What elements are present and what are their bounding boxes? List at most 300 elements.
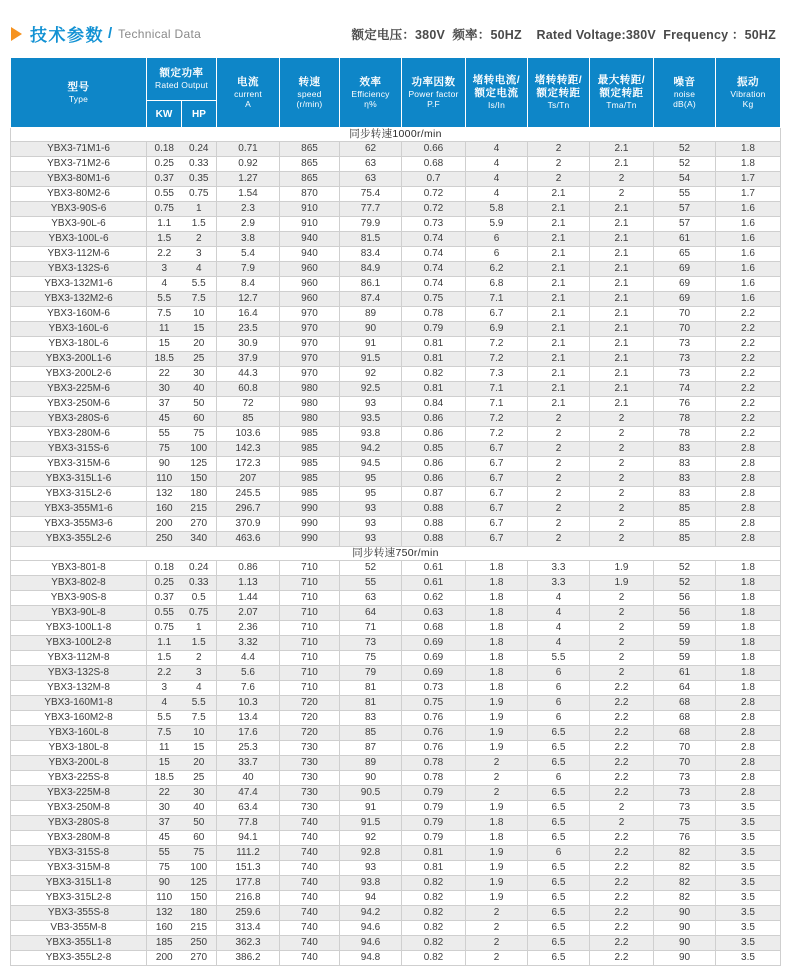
column-header-noise-label: noise [673, 88, 696, 99]
cell-speed: 710 [280, 621, 340, 636]
cell-hp: 25 [182, 771, 217, 786]
cell-power-factor: 0.81 [402, 337, 466, 352]
column-header-ts-tn-label: 堵转转距/ [534, 74, 583, 87]
cell-noise: 59 [654, 621, 716, 636]
cell-kw: 185 [147, 936, 182, 951]
cell-type: YBX3-132M-8 [11, 681, 147, 696]
column-header-rated-output-label: 额定功率 [159, 67, 204, 80]
cell-tma-tn: 2.1 [590, 322, 654, 337]
cell-ts-tn: 6.5 [528, 906, 590, 921]
column-header-noise-label: 噪音 [673, 75, 696, 88]
cell-is-in: 2 [466, 786, 528, 801]
cell-vibration: 3.5 [716, 861, 781, 876]
cell-tma-tn: 2 [590, 412, 654, 427]
cell-type: YBX3-132S-6 [11, 262, 147, 277]
cell-kw: 0.18 [147, 142, 182, 157]
cell-power-factor: 0.82 [402, 367, 466, 382]
cell-noise: 61 [654, 666, 716, 681]
table-row [11, 786, 781, 801]
cell-speed: 710 [280, 636, 340, 651]
cell-type: YBX3-250M-8 [11, 801, 147, 816]
column-header-efficiency-label: Efficiency [351, 88, 390, 99]
cell-current: 1.27 [217, 172, 280, 187]
cell-power-factor: 0.78 [402, 771, 466, 786]
cell-tma-tn: 2.1 [590, 397, 654, 412]
cell-hp: 7.5 [182, 292, 217, 307]
cell-vibration: 2.8 [716, 741, 781, 756]
cell-ts-tn: 4 [528, 621, 590, 636]
cell-speed: 990 [280, 517, 340, 532]
cell-ts-tn: 6.5 [528, 936, 590, 951]
cell-vibration: 1.6 [716, 202, 781, 217]
cell-noise: 69 [654, 262, 716, 277]
cell-power-factor: 0.79 [402, 801, 466, 816]
cell-hp: 0.33 [182, 157, 217, 172]
cell-speed: 730 [280, 786, 340, 801]
cell-power-factor: 0.69 [402, 651, 466, 666]
cell-efficiency: 89 [340, 307, 402, 322]
cell-efficiency: 55 [340, 576, 402, 591]
column-header-speed-label: (r/min) [296, 99, 323, 109]
cell-vibration: 2.8 [716, 786, 781, 801]
cell-vibration: 2.2 [716, 382, 781, 397]
cell-tma-tn: 2.2 [590, 726, 654, 741]
cell-is-in: 1.8 [466, 681, 528, 696]
cell-speed: 730 [280, 741, 340, 756]
cell-vibration: 1.8 [716, 651, 781, 666]
cell-vibration: 2.8 [716, 457, 781, 472]
cell-power-factor: 0.79 [402, 786, 466, 801]
cell-efficiency: 90.5 [340, 786, 402, 801]
cell-power-factor: 0.62 [402, 591, 466, 606]
cell-tma-tn: 2.1 [590, 247, 654, 262]
cell-efficiency: 62 [340, 142, 402, 157]
cell-efficiency: 81.5 [340, 232, 402, 247]
cell-kw: 160 [147, 921, 182, 936]
cell-tma-tn: 2.1 [590, 157, 654, 172]
cell-is-in: 7.1 [466, 292, 528, 307]
cell-efficiency: 94.8 [340, 951, 402, 966]
cell-tma-tn: 2.2 [590, 846, 654, 861]
cell-ts-tn: 6 [528, 696, 590, 711]
cell-is-in: 1.9 [466, 801, 528, 816]
table-row [11, 382, 781, 397]
cell-ts-tn: 2.1 [528, 382, 590, 397]
cell-tma-tn: 2 [590, 457, 654, 472]
cell-vibration: 2.2 [716, 337, 781, 352]
cell-hp: 270 [182, 517, 217, 532]
cell-efficiency: 63 [340, 591, 402, 606]
cell-type: YBX3-90S-6 [11, 202, 147, 217]
cell-type: YBX3-280M-6 [11, 427, 147, 442]
cell-vibration: 2.8 [716, 502, 781, 517]
cell-vibration: 3.5 [716, 951, 781, 966]
cell-power-factor: 0.61 [402, 561, 466, 576]
cell-noise: 73 [654, 352, 716, 367]
cell-hp: 150 [182, 891, 217, 906]
cell-hp: 0.33 [182, 576, 217, 591]
cell-current: 5.6 [217, 666, 280, 681]
column-header-noise [654, 58, 716, 128]
cell-kw: 37 [147, 397, 182, 412]
cell-tma-tn: 2.2 [590, 861, 654, 876]
cell-ts-tn: 2.1 [528, 247, 590, 262]
cell-is-in: 7.1 [466, 382, 528, 397]
page-title-en: Technical Data [118, 26, 202, 41]
column-header-power-factor-label: Power factor [408, 88, 459, 99]
cell-efficiency: 94.6 [340, 936, 402, 951]
cell-current: 1.44 [217, 591, 280, 606]
cell-noise: 59 [654, 636, 716, 651]
cell-efficiency: 92 [340, 831, 402, 846]
cell-hp: 340 [182, 532, 217, 547]
cell-noise: 70 [654, 307, 716, 322]
cell-noise: 82 [654, 876, 716, 891]
table-row [11, 412, 781, 427]
cell-is-in: 6.8 [466, 277, 528, 292]
cell-current: 5.4 [217, 247, 280, 262]
cell-ts-tn: 6 [528, 666, 590, 681]
cell-ts-tn: 6.5 [528, 921, 590, 936]
cell-noise: 52 [654, 576, 716, 591]
cell-vibration: 3.5 [716, 831, 781, 846]
cell-efficiency: 81 [340, 681, 402, 696]
cell-speed: 960 [280, 277, 340, 292]
cell-hp: 125 [182, 457, 217, 472]
cell-noise: 83 [654, 457, 716, 472]
cell-current: 23.5 [217, 322, 280, 337]
cell-ts-tn: 6.5 [528, 951, 590, 966]
cell-tma-tn: 2.2 [590, 786, 654, 801]
cell-ts-tn: 6.5 [528, 831, 590, 846]
cell-is-in: 6.7 [466, 517, 528, 532]
cell-hp: 100 [182, 442, 217, 457]
cell-is-in: 4 [466, 157, 528, 172]
cell-efficiency: 75 [340, 651, 402, 666]
cell-vibration: 1.8 [716, 142, 781, 157]
cell-is-in: 2 [466, 921, 528, 936]
cell-efficiency: 83.4 [340, 247, 402, 262]
cell-power-factor: 0.81 [402, 382, 466, 397]
cell-efficiency: 90 [340, 771, 402, 786]
table-row [11, 876, 781, 891]
cell-is-in: 1.9 [466, 711, 528, 726]
cell-ts-tn: 2.1 [528, 217, 590, 232]
cell-speed: 740 [280, 861, 340, 876]
cell-vibration: 1.8 [716, 576, 781, 591]
column-header-current-label: 电流 [237, 75, 259, 88]
cell-vibration: 1.8 [716, 621, 781, 636]
table-row [11, 636, 781, 651]
cell-power-factor: 0.86 [402, 427, 466, 442]
table-row [11, 472, 781, 487]
column-header-ts-tn-label: 额定转距 [536, 87, 581, 100]
cell-ts-tn: 2 [528, 457, 590, 472]
cell-hp: 180 [182, 487, 217, 502]
cell-power-factor: 0.68 [402, 157, 466, 172]
table-row [11, 217, 781, 232]
cell-ts-tn: 4 [528, 606, 590, 621]
cell-type: YBX3-355M3-6 [11, 517, 147, 532]
cell-power-factor: 0.82 [402, 951, 466, 966]
cell-efficiency: 92.5 [340, 382, 402, 397]
cell-type: YBX3-355L2-6 [11, 532, 147, 547]
cell-tma-tn: 1.9 [590, 576, 654, 591]
table-row [11, 561, 781, 576]
cell-speed: 740 [280, 921, 340, 936]
cell-hp: 270 [182, 951, 217, 966]
cell-is-in: 6.7 [466, 442, 528, 457]
cell-tma-tn: 2.1 [590, 202, 654, 217]
cell-noise: 73 [654, 771, 716, 786]
cell-speed: 970 [280, 322, 340, 337]
cell-noise: 56 [654, 606, 716, 621]
arrow-right-icon [11, 27, 22, 41]
cell-noise: 68 [654, 696, 716, 711]
cell-speed: 740 [280, 831, 340, 846]
cell-current: 370.9 [217, 517, 280, 532]
cell-kw: 2.2 [147, 666, 182, 681]
table-row [11, 681, 781, 696]
cell-hp: 75 [182, 846, 217, 861]
cell-vibration: 1.6 [716, 292, 781, 307]
cell-hp: 4 [182, 262, 217, 277]
cell-ts-tn: 2 [528, 472, 590, 487]
cell-is-in: 1.8 [466, 561, 528, 576]
cell-current: 13.4 [217, 711, 280, 726]
cell-speed: 870 [280, 187, 340, 202]
cell-speed: 980 [280, 412, 340, 427]
cell-vibration: 1.6 [716, 232, 781, 247]
table-row [11, 367, 781, 382]
table-row [11, 247, 781, 262]
cell-efficiency: 92 [340, 367, 402, 382]
cell-noise: 90 [654, 921, 716, 936]
table-row [11, 606, 781, 621]
cell-current: 25.3 [217, 741, 280, 756]
cell-speed: 720 [280, 726, 340, 741]
cell-kw: 55 [147, 846, 182, 861]
cell-type: YBX3-225M-8 [11, 786, 147, 801]
table-row [11, 921, 781, 936]
cell-ts-tn: 2 [528, 532, 590, 547]
cell-hp: 10 [182, 726, 217, 741]
cell-vibration: 3.5 [716, 801, 781, 816]
cell-power-factor: 0.81 [402, 352, 466, 367]
cell-ts-tn: 6.5 [528, 816, 590, 831]
cell-noise: 65 [654, 247, 716, 262]
column-header-is-in [466, 58, 528, 128]
column-header-vibration-label: 振动 [737, 75, 759, 88]
cell-noise: 56 [654, 591, 716, 606]
table-row [11, 831, 781, 846]
cell-speed: 720 [280, 711, 340, 726]
cell-tma-tn: 2 [590, 591, 654, 606]
cell-is-in: 4 [466, 142, 528, 157]
cell-ts-tn: 2 [528, 442, 590, 457]
cell-power-factor: 0.61 [402, 576, 466, 591]
cell-efficiency: 87 [340, 741, 402, 756]
table-row [11, 157, 781, 172]
table-row [11, 307, 781, 322]
cell-speed: 710 [280, 606, 340, 621]
cell-noise: 73 [654, 337, 716, 352]
cell-vibration: 1.6 [716, 277, 781, 292]
table-row [11, 292, 781, 307]
cell-is-in: 7.2 [466, 427, 528, 442]
cell-efficiency: 87.4 [340, 292, 402, 307]
cell-is-in: 6.7 [466, 532, 528, 547]
cell-type: YBX3-315L2-8 [11, 891, 147, 906]
cell-ts-tn: 6 [528, 681, 590, 696]
section-header-row [11, 128, 781, 142]
cell-kw: 4 [147, 696, 182, 711]
cell-vibration: 1.7 [716, 187, 781, 202]
table-row [11, 621, 781, 636]
cell-current: 47.4 [217, 786, 280, 801]
cell-tma-tn: 2 [590, 801, 654, 816]
cell-tma-tn: 2.2 [590, 906, 654, 921]
cell-ts-tn: 3.3 [528, 561, 590, 576]
column-header-type-label: 型号 [67, 80, 90, 93]
cell-type: YBX3-112M-6 [11, 247, 147, 262]
cell-ts-tn: 2.1 [528, 397, 590, 412]
cell-efficiency: 94.6 [340, 921, 402, 936]
cell-is-in: 1.9 [466, 861, 528, 876]
cell-vibration: 2.8 [716, 517, 781, 532]
cell-noise: 90 [654, 936, 716, 951]
cell-speed: 985 [280, 472, 340, 487]
cell-vibration: 2.2 [716, 322, 781, 337]
cell-efficiency: 93.8 [340, 876, 402, 891]
column-header-tma-tn-label: Tma/Tn [606, 100, 637, 111]
cell-power-factor: 0.75 [402, 292, 466, 307]
cell-is-in: 7.1 [466, 397, 528, 412]
cell-kw: 1.1 [147, 636, 182, 651]
table-row [11, 666, 781, 681]
cell-tma-tn: 2 [590, 666, 654, 681]
cell-type: YBX3-80M2-6 [11, 187, 147, 202]
cell-kw: 15 [147, 337, 182, 352]
cell-ts-tn: 3.3 [528, 576, 590, 591]
cell-speed: 970 [280, 367, 340, 382]
column-header-rated-output [147, 58, 217, 101]
cell-noise: 82 [654, 846, 716, 861]
cell-type: YBX3-90L-6 [11, 217, 147, 232]
cell-is-in: 2 [466, 756, 528, 771]
cell-speed: 990 [280, 502, 340, 517]
cell-type: YBX3-315L2-6 [11, 487, 147, 502]
cell-tma-tn: 2.1 [590, 307, 654, 322]
table-row [11, 651, 781, 666]
cell-vibration: 3.5 [716, 906, 781, 921]
cell-power-factor: 0.69 [402, 636, 466, 651]
cell-kw: 0.25 [147, 576, 182, 591]
cell-speed: 910 [280, 217, 340, 232]
cell-vibration: 1.7 [716, 172, 781, 187]
cell-is-in: 1.8 [466, 666, 528, 681]
cell-tma-tn: 2.1 [590, 262, 654, 277]
cell-kw: 75 [147, 861, 182, 876]
cell-tma-tn: 2 [590, 532, 654, 547]
cell-speed: 940 [280, 247, 340, 262]
cell-current: 60.8 [217, 382, 280, 397]
cell-type: YBX3-280S-8 [11, 816, 147, 831]
cell-speed: 985 [280, 457, 340, 472]
cell-ts-tn: 2.1 [528, 307, 590, 322]
column-header-is-in-label: 堵转电流/ [472, 74, 521, 87]
cell-current: 142.3 [217, 442, 280, 457]
cell-efficiency: 93 [340, 861, 402, 876]
cell-vibration: 1.8 [716, 666, 781, 681]
cell-kw: 22 [147, 786, 182, 801]
cell-kw: 30 [147, 382, 182, 397]
cell-noise: 78 [654, 412, 716, 427]
cell-efficiency: 90 [340, 322, 402, 337]
cell-tma-tn: 2 [590, 636, 654, 651]
cell-noise: 70 [654, 322, 716, 337]
cell-is-in: 1.9 [466, 726, 528, 741]
cell-current: 259.6 [217, 906, 280, 921]
table-row [11, 232, 781, 247]
cell-current: 111.2 [217, 846, 280, 861]
cell-noise: 70 [654, 756, 716, 771]
cell-is-in: 1.9 [466, 741, 528, 756]
cell-hp: 150 [182, 472, 217, 487]
cell-noise: 85 [654, 502, 716, 517]
table-row [11, 397, 781, 412]
cell-hp: 0.35 [182, 172, 217, 187]
cell-current: 10.3 [217, 696, 280, 711]
cell-current: 63.4 [217, 801, 280, 816]
cell-power-factor: 0.87 [402, 487, 466, 502]
cell-efficiency: 95 [340, 472, 402, 487]
cell-tma-tn: 2.2 [590, 876, 654, 891]
table-row [11, 487, 781, 502]
table-row [11, 532, 781, 547]
cell-hp: 0.75 [182, 606, 217, 621]
cell-noise: 59 [654, 651, 716, 666]
cell-tma-tn: 2.2 [590, 771, 654, 786]
cell-tma-tn: 2.2 [590, 696, 654, 711]
cell-vibration: 2.2 [716, 352, 781, 367]
column-header-is-in-label: 额定电流 [474, 87, 519, 100]
cell-noise: 69 [654, 292, 716, 307]
cell-tma-tn: 2 [590, 487, 654, 502]
cell-current: 2.36 [217, 621, 280, 636]
column-header-speed-label: speed [297, 88, 322, 99]
cell-speed: 960 [280, 292, 340, 307]
section-label: 同步转速1000r/min [11, 128, 781, 142]
cell-type: YBX3-180L-6 [11, 337, 147, 352]
cell-power-factor: 0.63 [402, 606, 466, 621]
cell-efficiency: 52 [340, 561, 402, 576]
cell-ts-tn: 6.5 [528, 726, 590, 741]
cell-is-in: 6.7 [466, 307, 528, 322]
cell-ts-tn: 6.5 [528, 876, 590, 891]
cell-type: YBX3-802-8 [11, 576, 147, 591]
cell-power-factor: 0.84 [402, 397, 466, 412]
cell-type: YBX3-180L-8 [11, 741, 147, 756]
cell-power-factor: 0.81 [402, 861, 466, 876]
cell-ts-tn: 6.5 [528, 756, 590, 771]
cell-power-factor: 0.78 [402, 307, 466, 322]
cell-ts-tn: 5.5 [528, 651, 590, 666]
cell-hp: 125 [182, 876, 217, 891]
cell-type: YBX3-132M1-6 [11, 277, 147, 292]
cell-is-in: 1.8 [466, 831, 528, 846]
cell-is-in: 1.9 [466, 876, 528, 891]
